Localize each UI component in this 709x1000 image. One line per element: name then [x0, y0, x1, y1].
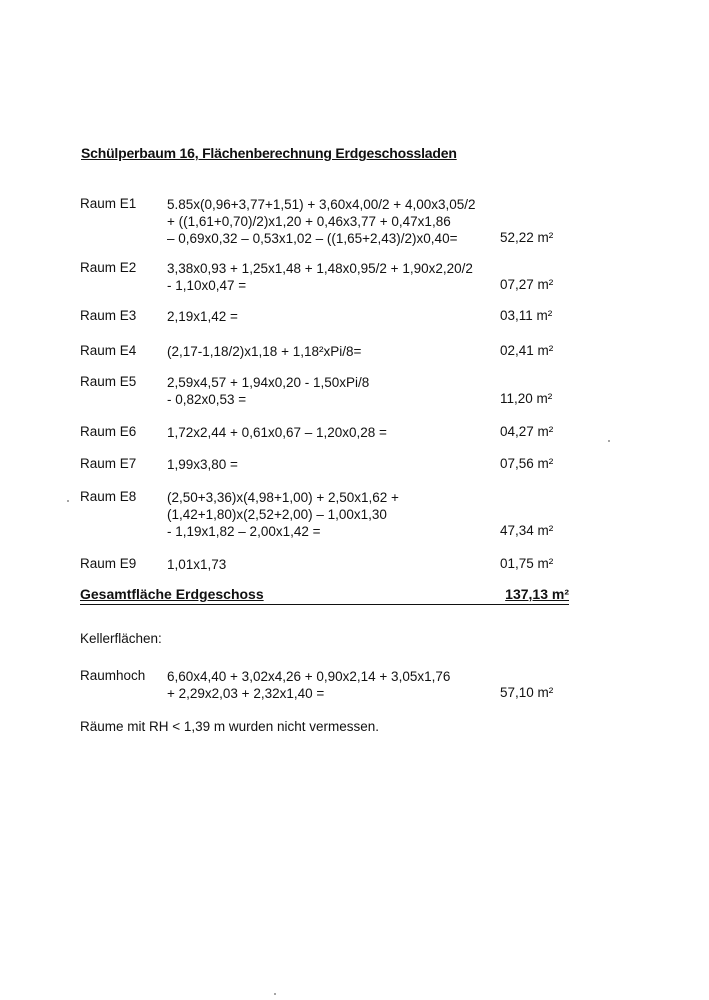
formula-line: (2,50+3,36)x(4,98+1,00) + 2,50x1,62 + — [167, 490, 399, 505]
formula-line: 3,38x0,93 + 1,25x1,48 + 1,48x0,95/2 + 1,90x2,20/2 — [167, 261, 473, 276]
room-formula — [167, 343, 361, 360]
formula-line: (2,17-1,18/2)x1,18 + 1,18²xPi/8= — [167, 344, 362, 359]
room-label: Raum E7 — [80, 456, 137, 471]
room-label: Raum E4 — [80, 343, 137, 358]
room-area: 52,22 m² — [500, 230, 554, 245]
room-formula — [167, 456, 238, 473]
formula-line: 5.85x(0,96+3,77+1,51) + 3,60x4,00/2 + 4,00x3,05/2 — [167, 197, 476, 212]
formula-line: + ((1,61+0,70)/2)x1,20 + 0,46x3,77 + 0,47x1,86 — [167, 214, 451, 229]
scan-speck — [67, 500, 69, 502]
room-label: Raum E1 — [80, 196, 137, 211]
formula-line: - 1,10x0,47 = — [167, 278, 247, 293]
room-label: Raum E2 — [80, 260, 137, 275]
room-label: Raum E8 — [80, 489, 137, 504]
room-formula — [167, 260, 473, 294]
total-area: 137,13 m² — [505, 586, 569, 602]
scan-speck — [608, 440, 610, 442]
room-formula — [167, 489, 399, 540]
basement-heading: Kellerflächen: — [80, 631, 162, 646]
room-area: 07,56 m² — [500, 456, 554, 471]
room-area: 07,27 m² — [500, 277, 554, 292]
formula-line: (1,42+1,80)x(2,52+2,00) – 1,00x1,30 — [167, 507, 387, 522]
formula-line: 1,72x2,44 + 0,61x0,67 – 1,20x0,28 = — [167, 425, 387, 440]
room-label: Raum E3 — [80, 308, 137, 323]
formula-line: 1,01x1,73 — [167, 557, 227, 572]
formula-line: - 1,19x1,82 – 2,00x1,42 = — [167, 524, 321, 539]
room-area: 01,75 m² — [500, 556, 554, 571]
room-area: 04,27 m² — [500, 424, 554, 439]
document-title: Schülperbaum 16, Flächenberechnung Erdgeschossladen — [81, 145, 457, 161]
formula-line: 2,19x1,42 = — [167, 309, 238, 324]
formula-line: – 0,69x0,32 – 0,53x1,02 – ((1,65+2,43)/2)x0,40= — [167, 231, 458, 246]
footnote: Räume mit RH < 1,39 m wurden nicht vermessen. — [80, 719, 379, 734]
room-area: 03,11 m² — [500, 308, 553, 323]
room-formula — [167, 308, 238, 325]
total-row — [80, 586, 569, 605]
formula-line: 6,60x4,40 + 3,02x4,26 + 0,90x2,14 + 3,05x1,76 — [167, 669, 451, 684]
formula-line: + 2,29x2,03 + 2,32x1,40 = — [167, 686, 325, 701]
room-formula — [167, 196, 476, 247]
room-formula — [167, 556, 226, 573]
formula-line: - 0,82x0,53 = — [167, 392, 247, 407]
total-label: Gesamtfläche Erdgeschoss — [80, 586, 264, 602]
basement-label: Raumhoch — [80, 668, 146, 683]
scan-speck — [274, 993, 276, 995]
room-label: Raum E5 — [80, 374, 137, 389]
formula-line: 1,99x3,80 = — [167, 457, 238, 472]
basement-formula — [167, 668, 450, 702]
room-area: 11,20 m² — [500, 391, 553, 406]
room-label: Raum E6 — [80, 424, 137, 439]
formula-line: 2,59x4,57 + 1,94x0,20 - 1,50xPi/8 — [167, 375, 370, 390]
room-formula — [167, 424, 387, 441]
room-area: 02,41 m² — [500, 343, 554, 358]
room-formula — [167, 374, 369, 408]
room-area: 47,34 m² — [500, 523, 554, 538]
room-label: Raum E9 — [80, 556, 137, 571]
basement-area: 57,10 m² — [500, 685, 554, 700]
